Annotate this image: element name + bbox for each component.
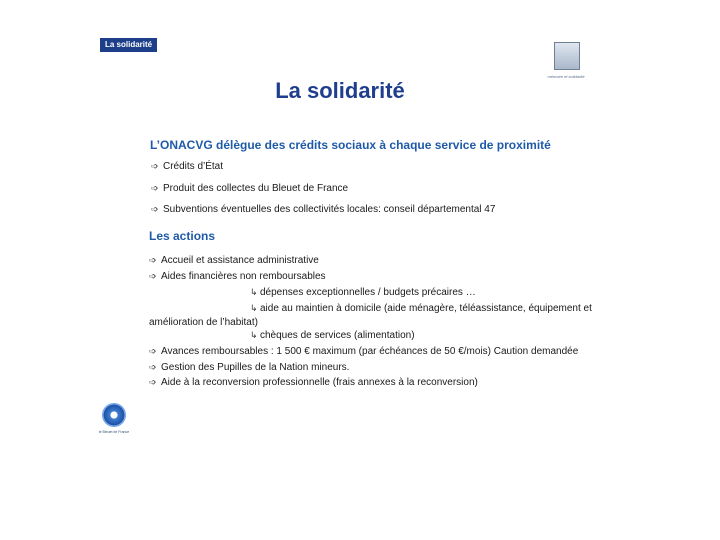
sub-list-item — [250, 286, 476, 299]
section-heading-actions: Les actions — [149, 229, 216, 243]
sub-list-item-text: chèques de services (alimentation) — [260, 330, 415, 341]
list-item-text: Aide à la reconversion professionnelle (frais annexes à la reconversion) — [161, 377, 478, 388]
bleuet-logo-caption: le Bleuet de France — [98, 430, 130, 434]
list-item — [151, 203, 495, 216]
list-item — [149, 376, 478, 389]
arrow-bullet-icon: ➩ — [151, 183, 159, 193]
list-item-text: Subventions éventuelles des collectivités locales: conseil départemental 47 — [163, 204, 496, 215]
arrow-bullet-icon: ➩ — [149, 362, 157, 372]
list-item — [151, 182, 348, 195]
sub-list-item-continuation: amélioration de l’habitat) — [149, 317, 258, 328]
list-item-text: Gestion des Pupilles de la Nation mineurs. — [161, 362, 350, 373]
section-tag: La solidarité — [100, 38, 157, 52]
list-item-text: Produit des collectes du Bleuet de France — [163, 183, 349, 194]
section-heading-credits: L’ONACVG délègue des crédits sociaux à chaque service de proximité — [150, 138, 551, 152]
list-item-text: Crédits d’État — [163, 161, 224, 172]
list-item — [149, 345, 578, 358]
list-item — [149, 270, 326, 283]
list-item — [151, 160, 223, 173]
arrow-bullet-icon: ➩ — [149, 346, 157, 356]
sub-arrow-icon: ↳ — [250, 287, 258, 297]
onacvg-logo-emblem — [554, 42, 580, 70]
sub-arrow-icon: ↳ — [250, 330, 258, 340]
list-item-text: Accueil et assistance administrative — [161, 255, 319, 266]
onacvg-logo-caption: mémoire et solidarité — [547, 74, 585, 79]
list-item — [149, 361, 349, 374]
list-item-text: Aides financières non remboursables — [161, 271, 326, 282]
arrow-bullet-icon: ➩ — [149, 255, 157, 265]
sub-list-item-text: dépenses exceptionnelles / budgets précaires … — [260, 287, 476, 298]
arrow-bullet-icon: ➩ — [149, 271, 157, 281]
page-title: La solidarité — [275, 78, 405, 103]
sub-list-item-text: aide au maintien à domicile (aide ménagère, téléassistance, équipement et — [260, 303, 592, 314]
list-item — [149, 254, 319, 267]
arrow-bullet-icon: ➩ — [151, 161, 159, 171]
sub-list-item — [250, 302, 592, 315]
arrow-bullet-icon: ➩ — [149, 377, 157, 387]
list-item-text: Avances remboursables : 1 500 € maximum (par échéances de 50 €/mois) Caution demandée — [161, 346, 579, 357]
cornflower-icon — [102, 403, 126, 427]
sub-arrow-icon: ↳ — [250, 303, 258, 313]
bleuet-de-france-logo — [99, 400, 129, 440]
sub-list-item — [250, 329, 415, 342]
arrow-bullet-icon: ➩ — [151, 204, 159, 214]
